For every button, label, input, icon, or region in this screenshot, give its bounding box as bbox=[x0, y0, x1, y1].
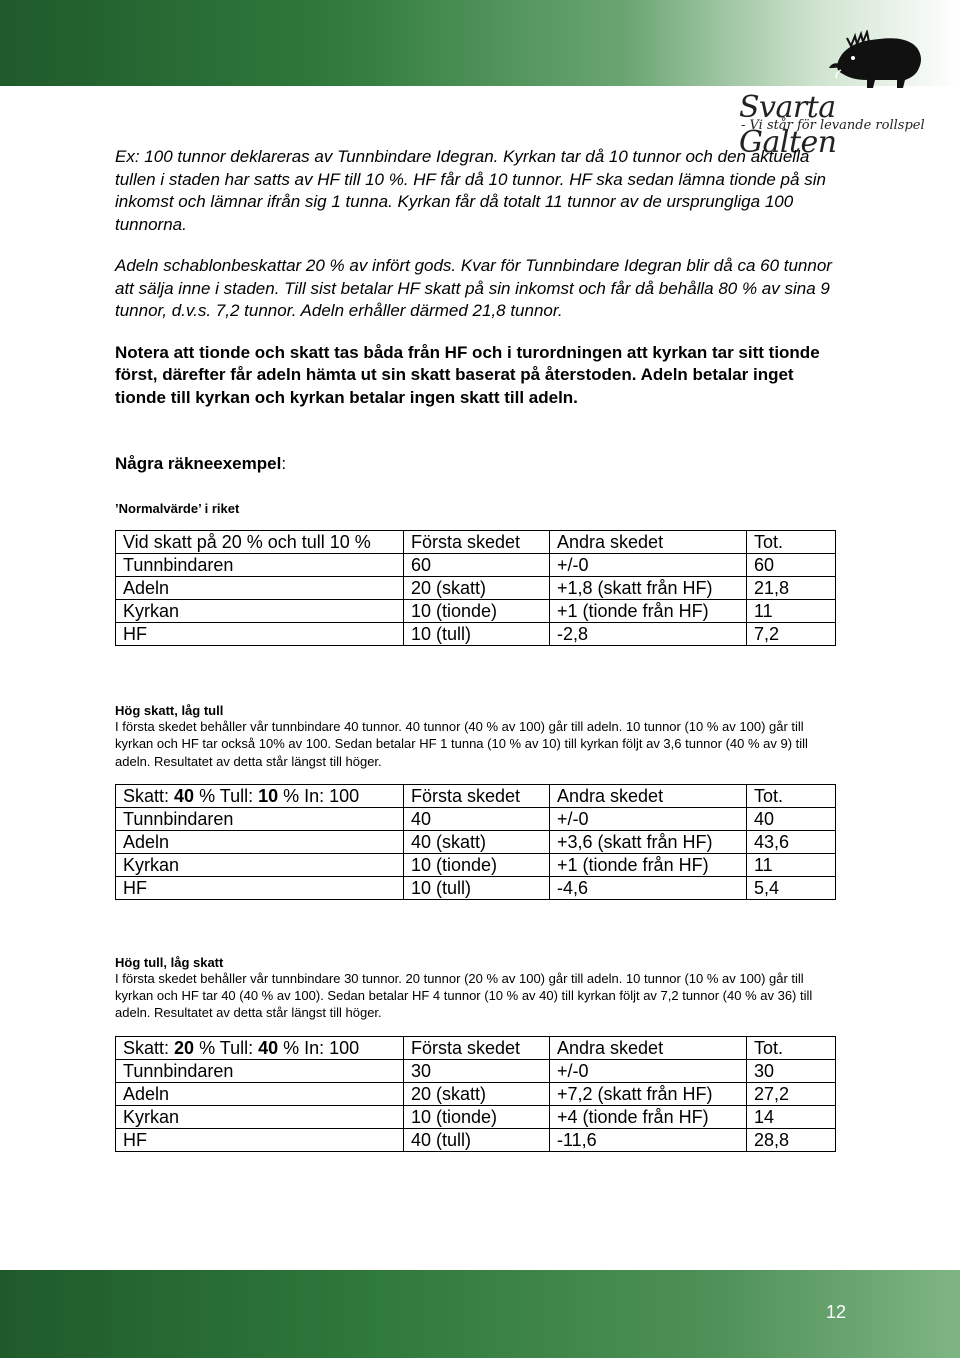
table-cell: 11 bbox=[747, 853, 836, 876]
page-number: 12 bbox=[825, 1302, 846, 1322]
table-header-cell: Tot. bbox=[747, 784, 836, 807]
table-cell: Tunnbindaren bbox=[116, 1059, 404, 1082]
table-cell: Kyrkan bbox=[116, 1105, 404, 1128]
table-cell: +1 (tionde från HF) bbox=[550, 853, 747, 876]
table-high-tax bbox=[115, 784, 836, 900]
table-header-row bbox=[116, 784, 836, 807]
table-cell: Adeln bbox=[116, 577, 404, 600]
table-cell: 10 (tull) bbox=[404, 623, 550, 646]
table-cell: Kyrkan bbox=[116, 853, 404, 876]
table-cell: Adeln bbox=[116, 830, 404, 853]
table-cell: 30 bbox=[404, 1059, 550, 1082]
table-cell: +/-0 bbox=[550, 554, 747, 577]
examples-heading-text: Några räkneexempel bbox=[115, 454, 282, 473]
section-heading-high-toll: Hög tull, låg skatt bbox=[115, 954, 224, 970]
table-header-cell: Andra skedet bbox=[550, 531, 747, 554]
table-row bbox=[116, 1059, 836, 1082]
table-cell: -2,8 bbox=[550, 623, 747, 646]
table-row bbox=[116, 830, 836, 853]
table-normal bbox=[115, 530, 836, 646]
table-header-cell bbox=[116, 1036, 404, 1059]
table-cell: +/-0 bbox=[550, 807, 747, 830]
table-cell: 40 bbox=[404, 807, 550, 830]
table-cell: 21,8 bbox=[747, 577, 836, 600]
skatt-value: 20 bbox=[174, 1037, 195, 1058]
table-header-cell: Vid skatt på 20 % och tull 10 % bbox=[116, 531, 404, 554]
brand-tagline: - Vi står för levande rollspel bbox=[741, 118, 925, 133]
table-header-cell: Andra skedet bbox=[550, 784, 747, 807]
table-cell: 60 bbox=[404, 554, 550, 577]
page-content bbox=[115, 146, 845, 1152]
tull-value: 10 bbox=[258, 785, 279, 806]
table-cell: 20 (skatt) bbox=[404, 1082, 550, 1105]
examples-heading-colon: : bbox=[281, 454, 287, 473]
table-row bbox=[116, 876, 836, 899]
table-cell: Tunnbindaren bbox=[116, 807, 404, 830]
table-cell: 40 (skatt) bbox=[404, 830, 550, 853]
table-cell: 14 bbox=[747, 1105, 836, 1128]
table-cell: Tunnbindaren bbox=[116, 554, 404, 577]
table-cell: 11 bbox=[747, 600, 836, 623]
adel-paragraph: Adeln schablonbeskattar 20 % av infört gods. Kvar för Tunnbindare Idegran blir då ca 60 tunnor att sälja inne i staden. Till sist betalar HF skatt på sin inkomst och får då behålla 80 % av sina 9 tunnor, d.v.s. 7,2 tunnor. Adeln erhåller därmed 21,8 tunnor. bbox=[115, 256, 832, 320]
table-high-toll bbox=[115, 1036, 836, 1152]
table-cell: 40 bbox=[747, 807, 836, 830]
section-description-high-tax: I första skedet behåller vår tunnbindare 40 tunnor. 40 tunnor (40 % av 100) går till adeln. 10 tunnor (10 % av 100) går till kyrkan och HF tar också 10% av 100. Sedan betalar HF 1 tunna (10 % av 10) till kyrkan följt av 3,6 tunnor (40 % av 9) till adeln. Resultatet av detta står längst till höger. bbox=[115, 719, 808, 769]
table-cell: 43,6 bbox=[747, 830, 836, 853]
table-cell: +7,2 (skatt från HF) bbox=[550, 1082, 747, 1105]
table-header-cell: Tot. bbox=[747, 531, 836, 554]
table-cell: HF bbox=[116, 623, 404, 646]
table-header-row bbox=[116, 531, 836, 554]
table-header-row bbox=[116, 1036, 836, 1059]
table-cell: +4 (tionde från HF) bbox=[550, 1105, 747, 1128]
note-paragraph: Notera att tionde och skatt tas båda från HF och i turordningen att kyrkan tar sitt tionde först, därefter får adeln hämta ut sin skatt baserat på återstoden. Adeln betalar inget tionde till kyrkan och kyrkan betalar ingen skatt till adeln. bbox=[115, 342, 820, 407]
table-row bbox=[116, 1082, 836, 1105]
table-cell: 7,2 bbox=[747, 623, 836, 646]
example-paragraph: Ex: 100 tunnor deklareras av Tunnbindare Idegran. Kyrkan tar då 10 tunnor och den aktuella tullen i staden har satts av HF till 10 %. HF får då 10 tunnor. HF ska sedan lämna tionde på sin inkomst och lämnar ifrån sig 1 tunna. Kyrkan får då totalt 11 tunnor av de ursprungliga 100 tunnorna. bbox=[115, 147, 826, 234]
table-cell: HF bbox=[116, 876, 404, 899]
table-cell: 10 (tionde) bbox=[404, 600, 550, 623]
boar-icon bbox=[827, 30, 927, 92]
tull-label: % Tull: bbox=[194, 1037, 259, 1058]
examples-heading bbox=[115, 454, 845, 474]
table-cell: Adeln bbox=[116, 1082, 404, 1105]
table-cell: HF bbox=[116, 1128, 404, 1151]
table-cell: 10 (tionde) bbox=[404, 1105, 550, 1128]
skatt-label: Skatt: bbox=[123, 1037, 175, 1058]
table-header-cell: Första skedet bbox=[404, 784, 550, 807]
table-cell: 27,2 bbox=[747, 1082, 836, 1105]
skatt-value: 40 bbox=[174, 785, 195, 806]
table-row bbox=[116, 807, 836, 830]
table-cell: -11,6 bbox=[550, 1128, 747, 1151]
table-cell: 40 (tull) bbox=[404, 1128, 550, 1151]
table-cell: 30 bbox=[747, 1059, 836, 1082]
table-row bbox=[116, 623, 836, 646]
table-cell: +/-0 bbox=[550, 1059, 747, 1082]
table-cell: 60 bbox=[747, 554, 836, 577]
table-cell: +3,6 (skatt från HF) bbox=[550, 830, 747, 853]
table-cell: 20 (skatt) bbox=[404, 577, 550, 600]
tull-value: 40 bbox=[258, 1037, 279, 1058]
table-row bbox=[116, 600, 836, 623]
section-heading-high-tax: Hög skatt, låg tull bbox=[115, 703, 224, 718]
table-header-cell: Första skedet bbox=[404, 1036, 550, 1059]
table-cell: Kyrkan bbox=[116, 600, 404, 623]
table-row bbox=[116, 577, 836, 600]
tull-label: % Tull: bbox=[194, 785, 259, 806]
table-cell: -4,6 bbox=[550, 876, 747, 899]
table-header-cell: Första skedet bbox=[404, 531, 550, 554]
section-description-high-toll: I första skedet behåller vår tunnbindare 30 tunnor. 20 tunnor (20 % av 100) går till adeln. 10 tunnor (10 % av 100) går till kyrkan och HF tar 40 (40 % av 100). Sedan betalar HF 4 tunnor (10 % av 40) till kyrkan följt av 7,2 tunnor (40 % av 36) till adeln. Resultatet av detta står längst till höger. bbox=[115, 970, 813, 1021]
table-row bbox=[116, 853, 836, 876]
table-cell: +1 (tionde från HF) bbox=[550, 600, 747, 623]
section-heading-normal: ’Normalvärde’ i riket bbox=[115, 501, 240, 516]
brand-name: Svarta Galten bbox=[739, 90, 837, 160]
table-row bbox=[116, 1105, 836, 1128]
table-cell: 28,8 bbox=[747, 1128, 836, 1151]
table-cell: 5,4 bbox=[747, 876, 836, 899]
table-header-cell bbox=[116, 784, 404, 807]
in-label: % In: 100 bbox=[278, 785, 360, 806]
footer-band bbox=[0, 1270, 960, 1358]
skatt-label: Skatt: bbox=[123, 785, 175, 806]
svarta-galten-logo bbox=[735, 30, 935, 160]
table-header-cell: Andra skedet bbox=[550, 1036, 747, 1059]
table-row bbox=[116, 1128, 836, 1151]
table-header-cell: Tot. bbox=[747, 1036, 836, 1059]
in-label: % In: 100 bbox=[278, 1037, 360, 1058]
table-cell: +1,8 (skatt från HF) bbox=[550, 577, 747, 600]
table-cell: 10 (tull) bbox=[404, 876, 550, 899]
table-row bbox=[116, 554, 836, 577]
table-cell: 10 (tionde) bbox=[404, 853, 550, 876]
